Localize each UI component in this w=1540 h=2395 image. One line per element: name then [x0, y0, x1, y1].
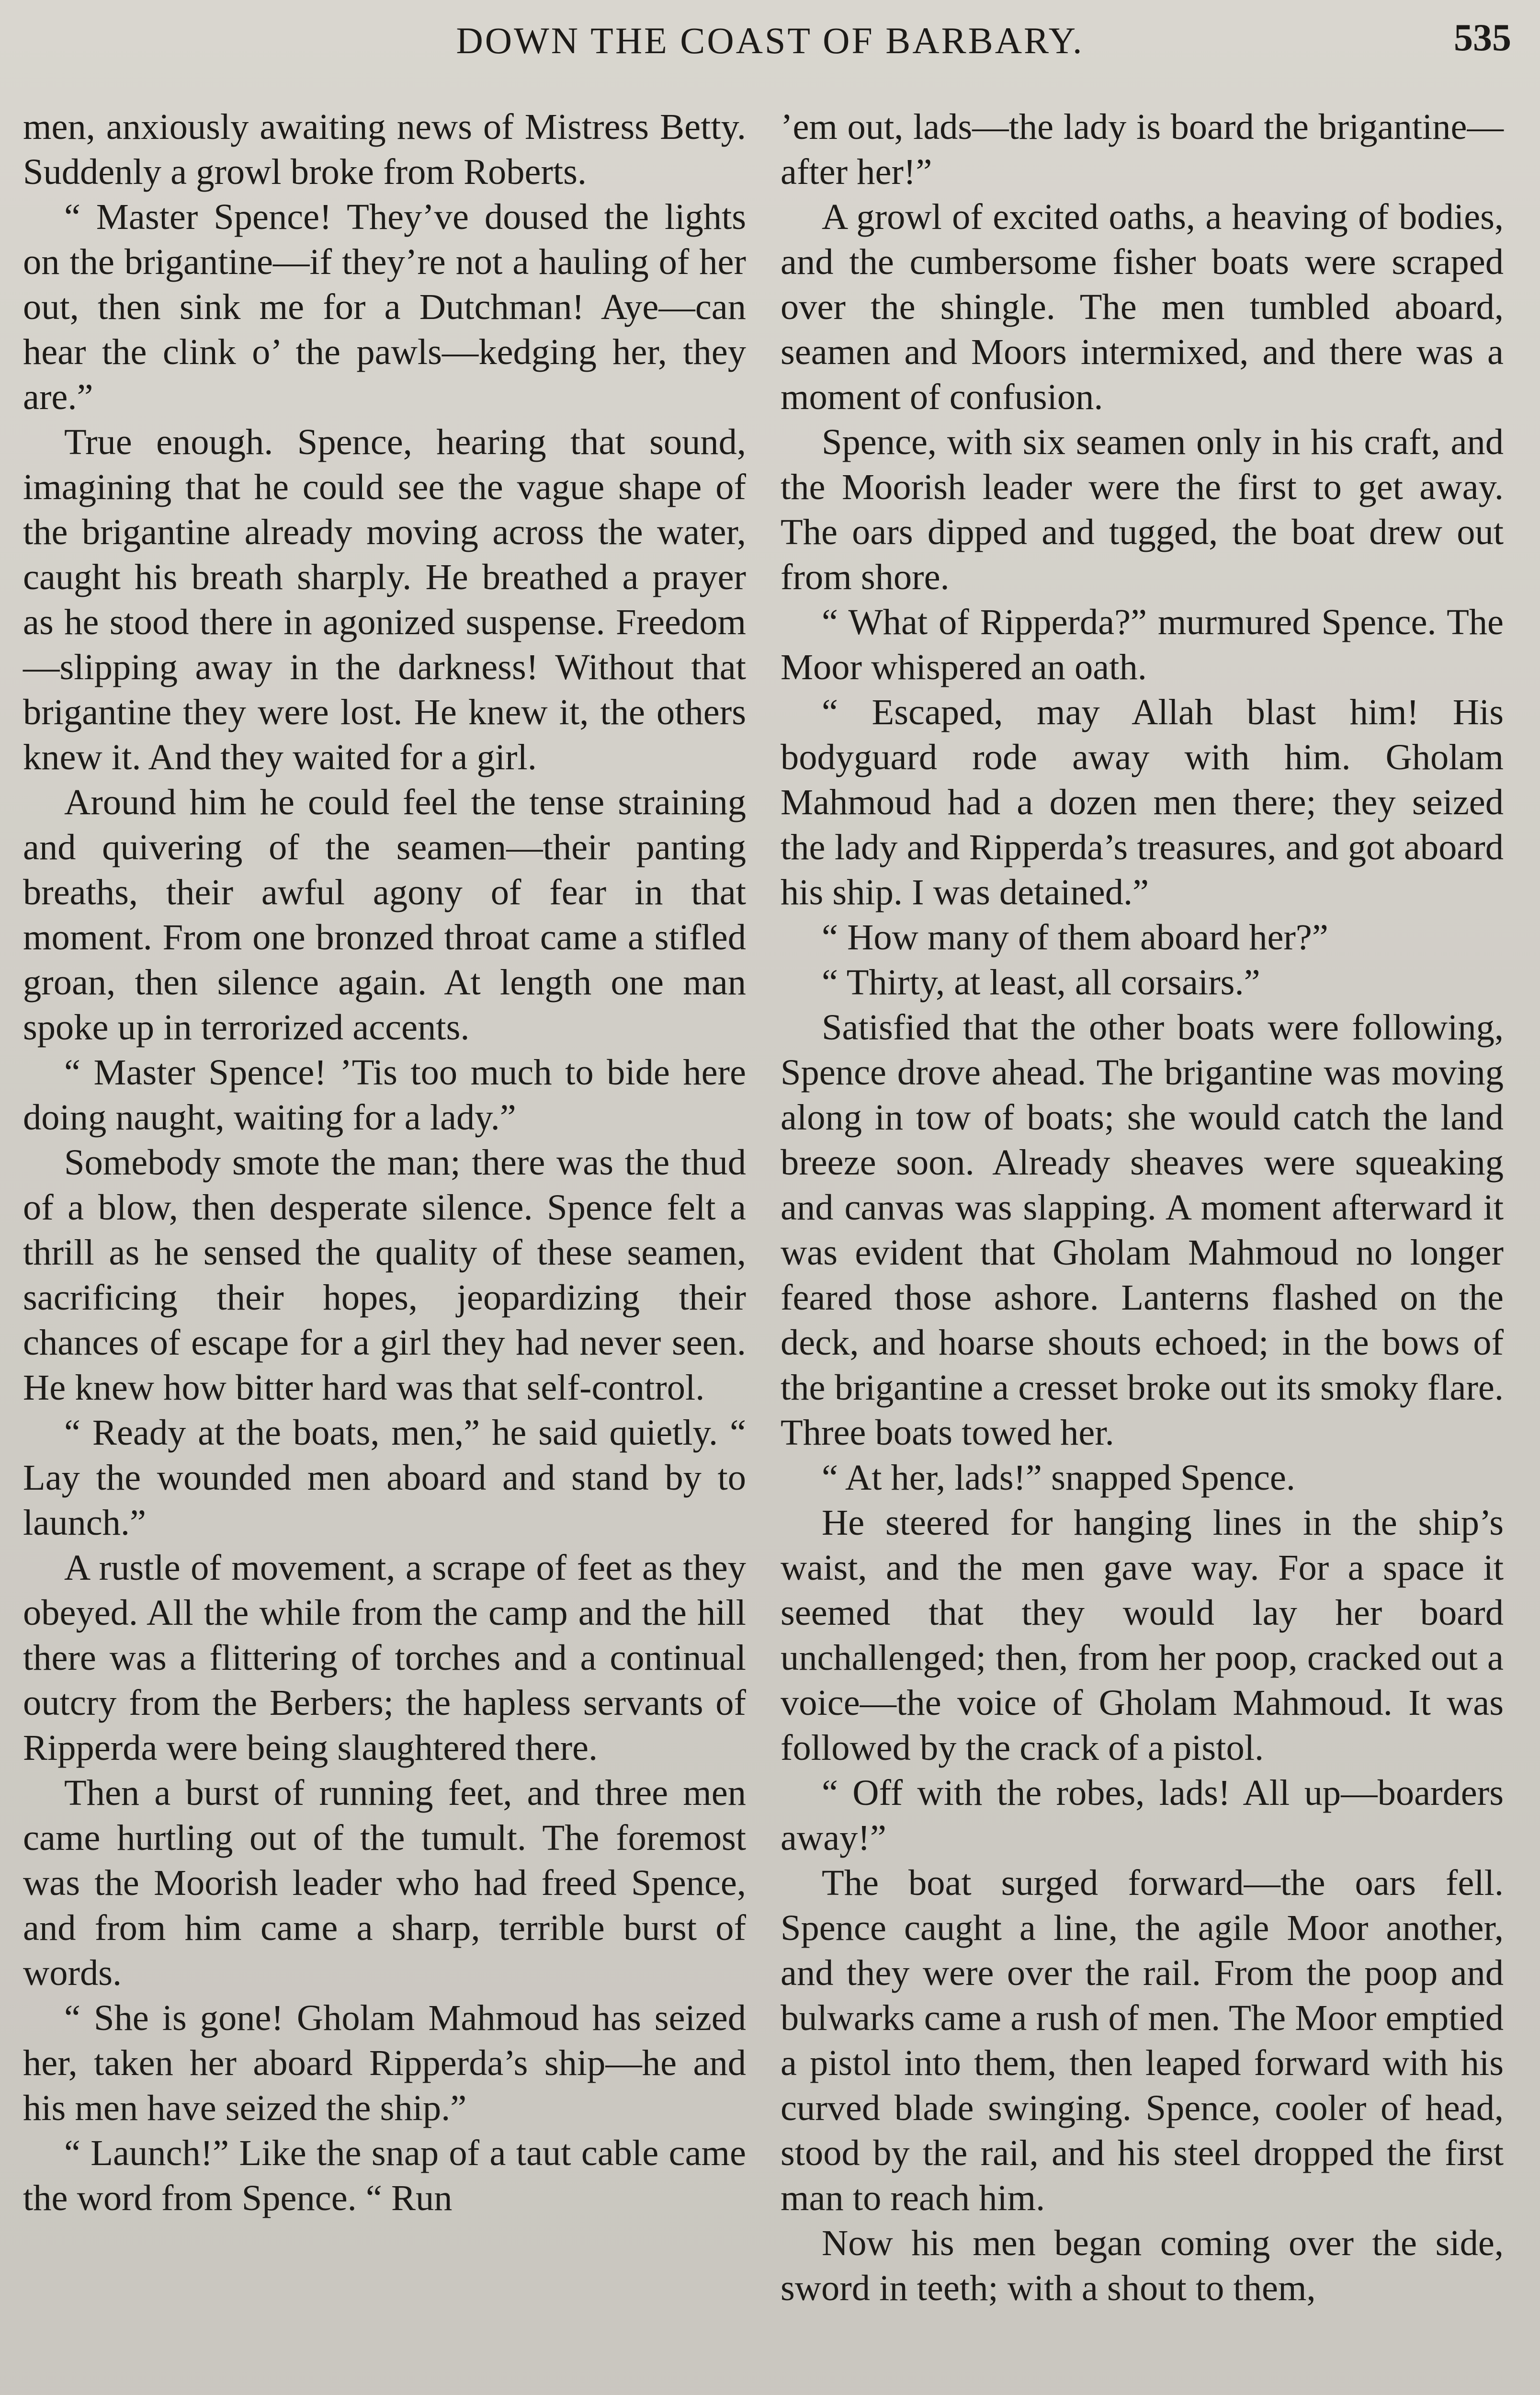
paragraph: “ She is gone! Gholam Mahmoud has seized her, taken her aboard Ripperda’s ship—he and his men have seized the ship.”: [23, 1997, 746, 2128]
paragraph: ’em out, lads—the lady is board the brigantine—after her!”: [781, 106, 1504, 192]
paragraph: Somebody smote the man; there was the thud of a blow, then desperate silence. Spence felt a thrill as he sensed the quality of these seamen, sacrificing their hopes, jeopardizing their chances of escape for a girl they had never seen. He knew how bitter hard was that self-control.: [23, 1142, 746, 1408]
paragraph: He steered for hanging lines in the ship’s waist, and the men gave way. For a space it seemed that they would lay her board unchallenged; then, from her poop, cracked out a voice—the voice of Gholam Mahmoud. It was followed by the crack of a pistol.: [781, 1502, 1504, 1768]
paragraph: “ Ready at the boats, men,” he said quietly. “ Lay the wounded men aboard and stand by to launch.”: [23, 1412, 746, 1543]
paragraph: “ At her, lads!” snapped Spence.: [822, 1457, 1295, 1498]
paragraph: “ Thirty, at least, all corsairs.”: [822, 962, 1260, 1003]
running-header: [29, 14, 1511, 72]
paragraph: “ What of Ripperda?” murmured Spence. The Moor whispered an oath.: [781, 602, 1504, 687]
page-number: 535: [1454, 17, 1511, 59]
right-column: [781, 104, 1504, 2311]
running-title: DOWN THE COAST OF BARBARY.: [456, 20, 1084, 61]
paragraph: A rustle of movement, a scrape of feet as they obeyed. All the while from the camp and the hill there was a flittering of torches and a continual outcry from the Berbers; the hapless servants of Ripperda were being slaughtered there.: [23, 1547, 746, 1768]
paragraph: “ How many of them aboard her?”: [822, 917, 1328, 958]
paragraph: Spence, with six seamen only in his craft, and the Moorish leader were the first to get away. The oars dipped and tugged, the boat drew out from shore.: [781, 422, 1504, 597]
paragraph: “ Off with the robes, lads! All up—boarders away!”: [781, 1772, 1504, 1858]
paragraph: Then a burst of running feet, and three men came hurtling out of the tumult. The foremost was the Moorish leader who had freed Spence, and from him came a sharp, terrible burst of words.: [23, 1772, 746, 1993]
paragraph: men, anxiously awaiting news of Mistress Betty. Suddenly a growl broke from Roberts.: [23, 106, 746, 192]
paragraph: “ Master Spence! ’Tis too much to bide here doing naught, waiting for a lady.”: [23, 1052, 746, 1138]
paragraph: Around him he could feel the tense straining and quivering of the seamen—their panting breaths, their awful agony of fear in that moment. From one bronzed throat came a stifled groan, then silence again. At length one man spoke up in terrorized accents.: [23, 782, 746, 1048]
paragraph: “ Launch!” Like the snap of a taut cable came the word from Spence. “ Run: [23, 2133, 746, 2218]
left-column: [23, 104, 746, 2221]
paragraph: “ Master Spence! They’ve doused the lights on the brigantine—if they’re not a hauling of her out, then sink me for a Dutchman! Aye—can hear the clink o’ the pawls—kedging her, they are.”: [23, 196, 746, 417]
paragraph: “ Escaped, may Allah blast him! His bodyguard rode away with him. Gholam Mahmoud had a dozen men there; they seized the lady and Ripperda’s treasures, and got aboard his ship. I was detained.”: [781, 692, 1504, 912]
paragraph: The boat surged forward—the oars fell. Spence caught a line, the agile Moor another, and they were over the rail. From the poop and bulwarks came a rush of men. The Moor emptied a pistol into them, then leaped forward with his curved blade swinging. Spence, cooler of head, stood by the rail, and his steel dropped the first man to reach him.: [781, 1862, 1504, 2218]
paragraph: A growl of excited oaths, a heaving of bodies, and the cumbersome fisher boats were scraped over the shingle. The men tumbled aboard, seamen and Moors intermixed, and there was a moment of confusion.: [781, 196, 1504, 417]
paragraph: Satisfied that the other boats were following, Spence drove ahead. The brigantine was moving along in tow of boats; she would catch the land breeze soon. Already sheaves were squeaking and canvas was slapping. A moment afterward it was evident that Gholam Mahmoud no longer feared those ashore. Lanterns flashed on the deck, and hoarse shouts echoed; in the bows of the brigantine a cresset broke out its smoky flare. Three boats towed her.: [781, 1007, 1504, 1453]
paragraph: Now his men began coming over the side, sword in teeth; with a shout to them,: [781, 2223, 1504, 2308]
paragraph: True enough. Spence, hearing that sound, imagining that he could see the vague shape of the brigantine already moving across the water, caught his breath sharply. He breathed a prayer as he stood there in agonized suspense. Freedom—slipping away in the darkness! Without that brigantine they were lost. He knew it, the others knew it. And they waited for a girl.: [23, 422, 746, 777]
